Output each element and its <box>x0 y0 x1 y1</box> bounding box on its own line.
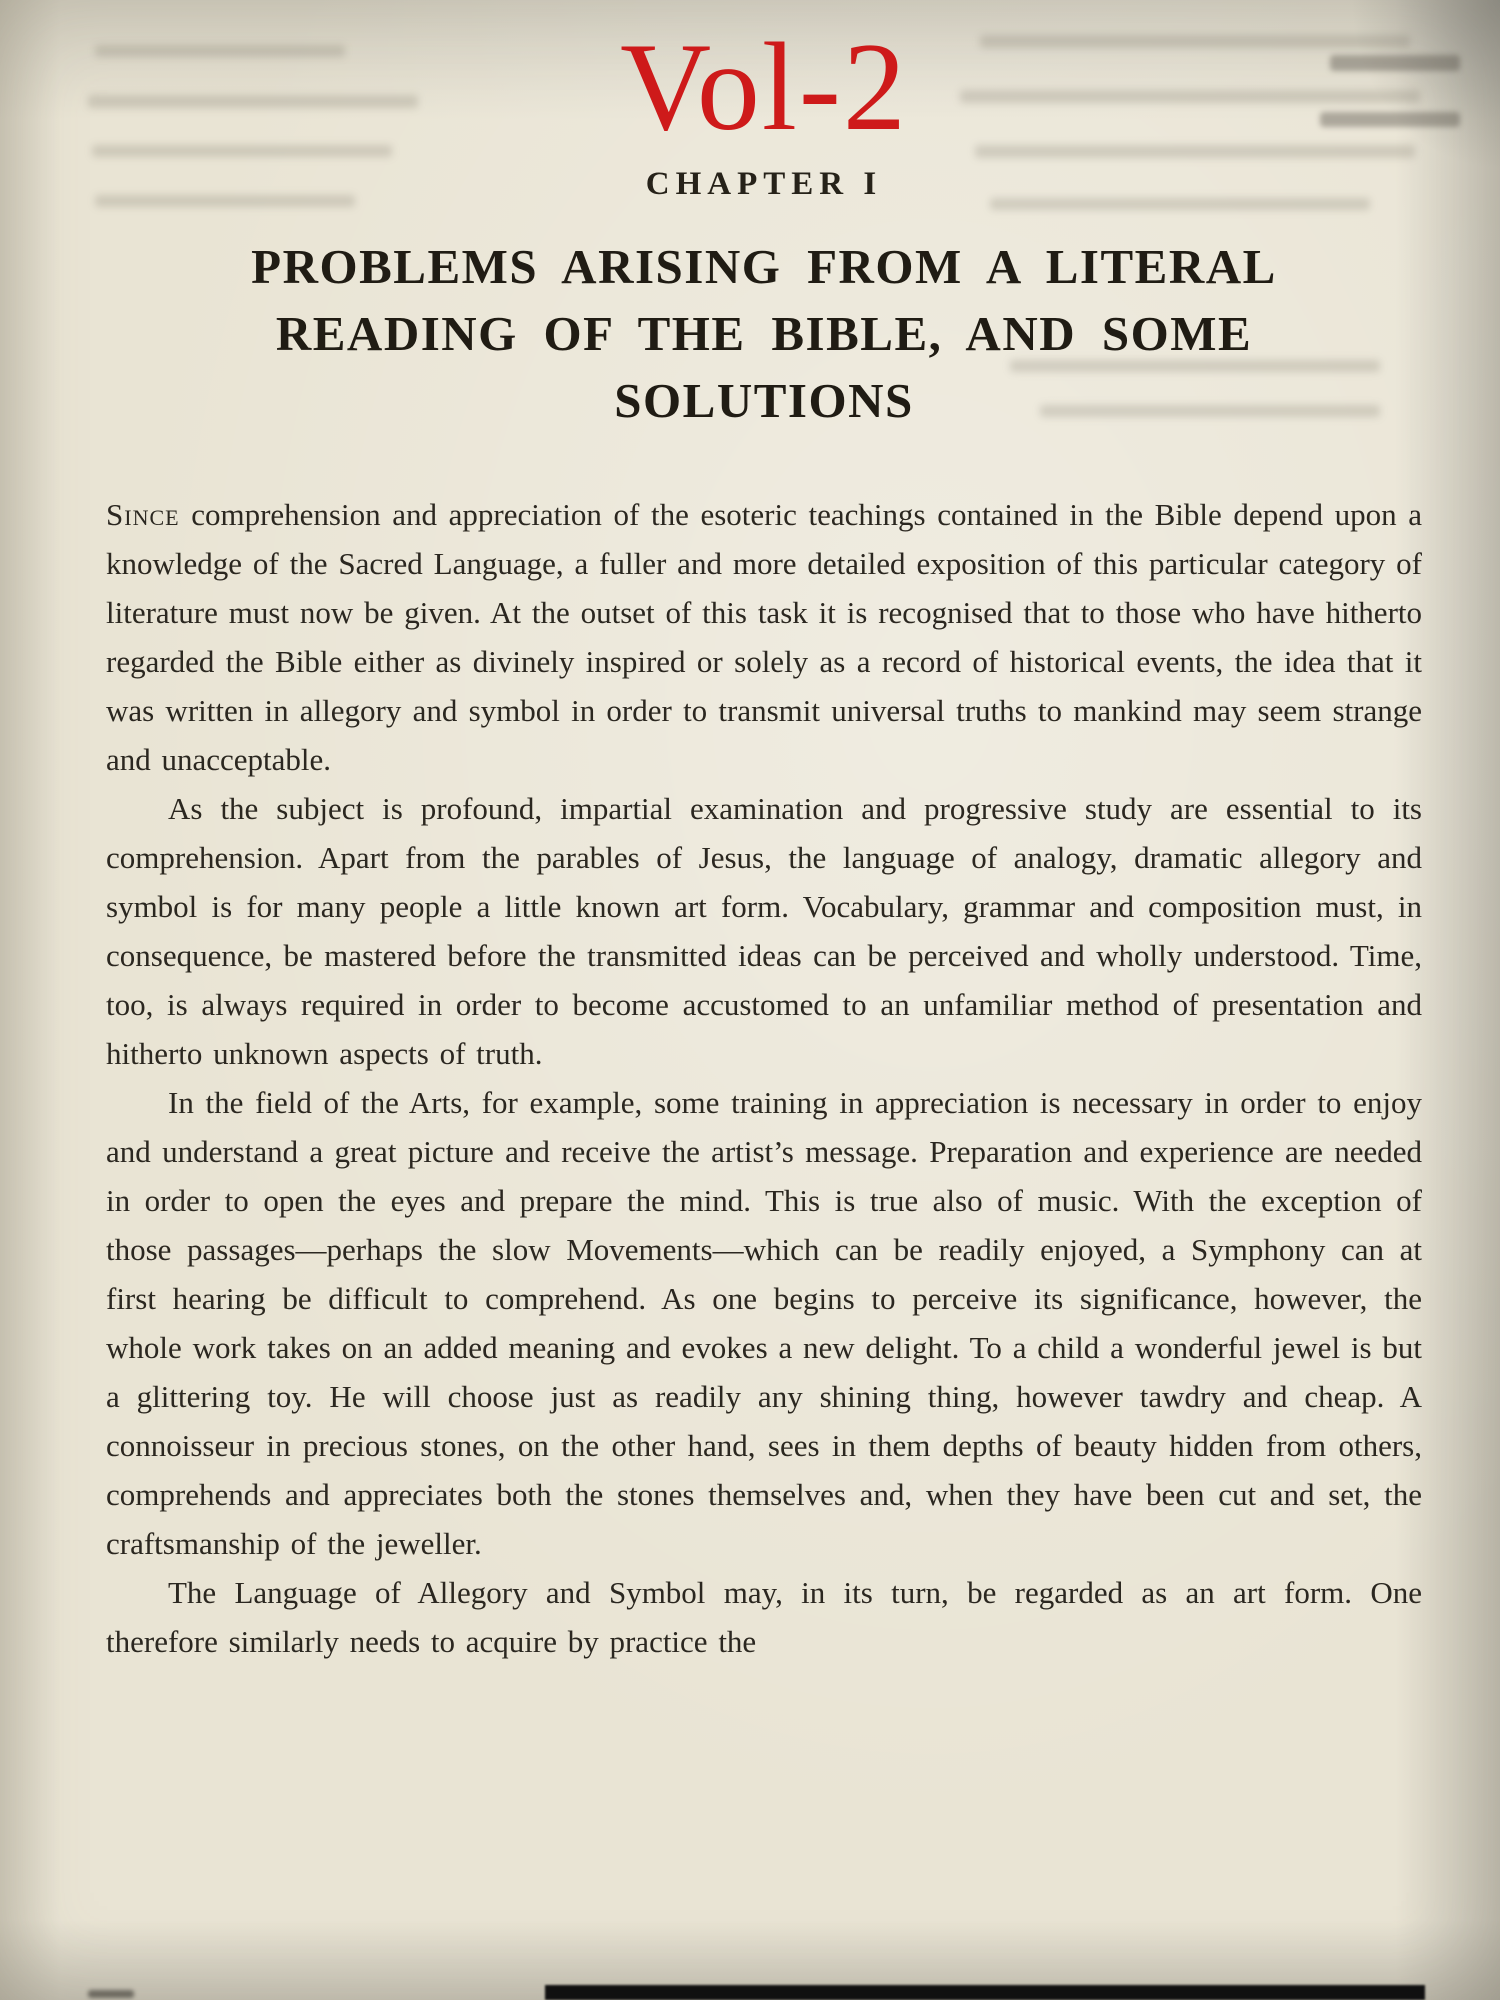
page-content <box>106 18 1422 1666</box>
page-title <box>106 233 1422 434</box>
volume-label: Vol-2 <box>620 18 908 157</box>
paragraph-2: As the subject is profound, impartial examination and progressive study are essential to its comprehension. Apart from the parables of Jesus, the language of analogy, dramatic allegory and symbol is for many people a little known art form. Vocabulary, grammar and composition must, in consequence, be mastered before the transmitted ideas can be perceived and wholly understood. Time, too, is always required in order to become accustomed to an unfamiliar method of presentation and hitherto unknown aspects of truth. <box>106 791 1422 1072</box>
title-line-2: READING OF THE BIBLE, AND SOME <box>275 306 1253 362</box>
title-line-3: SOLUTIONS <box>614 373 914 429</box>
scan-bottom-speck <box>88 1990 134 1998</box>
paragraph-4: The Language of Allegory and Symbol may, in its turn, be regarded as an art form. One therefore similarly needs to acquire by practice the <box>106 1575 1422 1660</box>
scan-bottom-bar <box>545 1985 1425 2000</box>
chapter-heading: CHAPTER I <box>645 166 883 203</box>
paragraph-3: In the field of the Arts, for example, some training in appreciation is necessary in order to enjoy and understand a great picture and receive the artist’s message. Preparation and experience are needed in order to open the eyes and prepare the mind. This is true also of music. With the exception of those passages—perhaps the slow Movements—which can be readily enjoyed, a Symphony can at first hearing be difficult to comprehend. As one begins to perceive its significance, however, the whole work takes on an added meaning and evokes a new delight. To a child a wonderful jewel is but a glittering toy. He will choose just as readily any shining thing, however tawdry and cheap. A connoisseur in precious stones, on the other hand, sees in them depths of beauty hidden from others, comprehends and appreciates both the stones themselves and, when they have been cut and set, the craftsmanship of the jeweller. <box>106 1085 1422 1562</box>
title-line-1: PROBLEMS ARISING FROM A LITERAL <box>251 239 1277 295</box>
paragraph-1 <box>106 490 1422 784</box>
body-text <box>106 490 1422 1666</box>
paragraph-1-leadword: Since <box>106 497 180 533</box>
paragraph-1-body: comprehension and appreciation of the esoteric teachings contained in the Bible depend upon a knowledge of the Sacred Language, a fuller and more detailed exposition of this particular category of literature must now be given. At the outset of this task it is recognised that to those who have hitherto regarded the Bible either as divinely inspired or solely as a record of historical events, the idea that it was written in allegory and symbol in order to transmit universal truths to mankind may seem strange and unacceptable. <box>106 497 1422 778</box>
